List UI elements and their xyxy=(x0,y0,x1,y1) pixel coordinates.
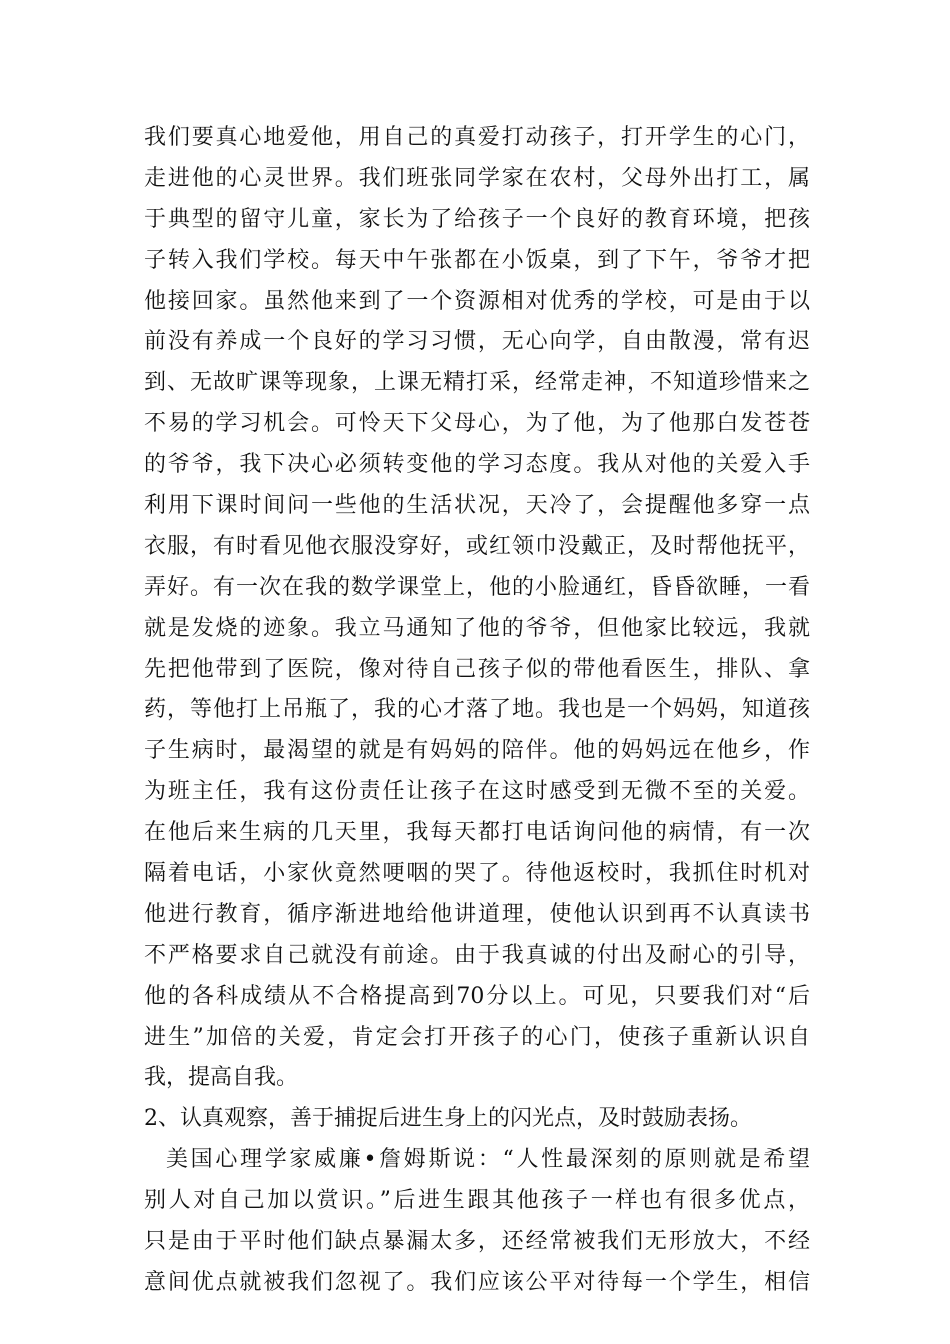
text-line: 他的各科成绩从不合格提高到70分以上。可见，只要我们对“后 xyxy=(144,983,810,1009)
text-line: 我们要真心地爱他，用自己的真爱打动孩子，打开学生的心门， xyxy=(144,125,810,150)
text-line: 药，等他打上吊瓶了，我的心才落了地。我也是一个妈妈，知道孩 xyxy=(144,697,810,723)
text-line: 在他后来生病的几天里，我每天都打电话询问他的病情，有一次 xyxy=(144,820,810,846)
text-line: 衣服，有时看见他衣服没穿好，或红领巾没戴正，及时帮他抚平， xyxy=(144,533,810,559)
text-line: 他接回家。虽然他来到了一个资源相对优秀的学校，可是由于以 xyxy=(144,288,810,314)
text-line: 隔着电话，小家伙竟然哽咽的哭了。待他返校时，我抓住时机对 xyxy=(144,861,810,887)
text-line: 进生”加倍的关爱，肯定会打开孩子的心门，使孩子重新认识自 xyxy=(144,1024,810,1050)
text-line: 先把他带到了医院，像对待自己孩子似的带他看医生，排队、拿 xyxy=(144,656,810,682)
text-line: 就是发烧的迹象。我立马通知了他的爷爷，但他家比较远，我就 xyxy=(144,615,810,641)
text-line: 不易的学习机会。可怜天下父母心，为了他，为了他那白发苍苍 xyxy=(144,411,810,437)
text-line: 美国心理学家威廉•詹姆斯说：“人性最深刻的原则就是希望 xyxy=(166,1147,810,1173)
text-line: 的爷爷，我下决心必须转变他的学习态度。我从对他的关爱入手 xyxy=(144,452,810,478)
text-line: 意间优点就被我们忽视了。我们应该公平对待每一个学生，相信 xyxy=(144,1269,810,1295)
text-line: 别人对自己加以赏识。”后进生跟其他孩子一样也有很多优点， xyxy=(144,1188,810,1214)
text-line: 我，提高自我。 xyxy=(144,1065,299,1091)
text-line: 只是由于平时他们缺点暴漏太多，还经常被我们无形放大，不经 xyxy=(144,1229,810,1255)
paragraph-2 xyxy=(144,1140,810,1304)
text-line: 弄好。有一次在我的数学课堂上，他的小脸通红，昏昏欲睡，一看 xyxy=(144,574,810,600)
text-line: 子转入我们学校。每天中午张都在小饭桌，到了下午，爷爷才把 xyxy=(144,247,810,273)
text-line: 他进行教育，循序渐进地给他讲道理，使他认识到再不认真读书 xyxy=(144,901,810,927)
text-line: 利用下课时间问一些他的生活状况，天冷了，会提醒他多穿一点 xyxy=(144,493,810,519)
text-line: 为班主任，我有这份责任让孩子在这时感受到无微不至的关爱。 xyxy=(144,779,810,805)
text-line: 到、无故旷课等现象，上课无精打采，经常走神，不知道珍惜来之 xyxy=(144,370,810,396)
section-heading: 2、认真观察，善于捕捉后进生身上的闪光点，及时鼓励表扬。 xyxy=(144,1106,752,1132)
text-line: 走进他的心灵世界。我们班张同学家在农村，父母外出打工，属 xyxy=(144,165,810,191)
text-line: 于典型的留守儿童，家长为了给孩子一个良好的教育环境，把孩 xyxy=(144,206,810,232)
text-line: 子生病时，最渴望的就是有妈妈的陪伴。他的妈妈远在他乡，作 xyxy=(144,738,810,764)
body-text xyxy=(144,118,810,1304)
text-line: 前没有养成一个良好的学习习惯，无心向学，自由散漫，常有迟 xyxy=(144,329,810,355)
paragraph-1 xyxy=(144,118,810,1099)
text-line: 不严格要求自己就没有前途。由于我真诚的付出及耐心的引导， xyxy=(144,942,810,968)
